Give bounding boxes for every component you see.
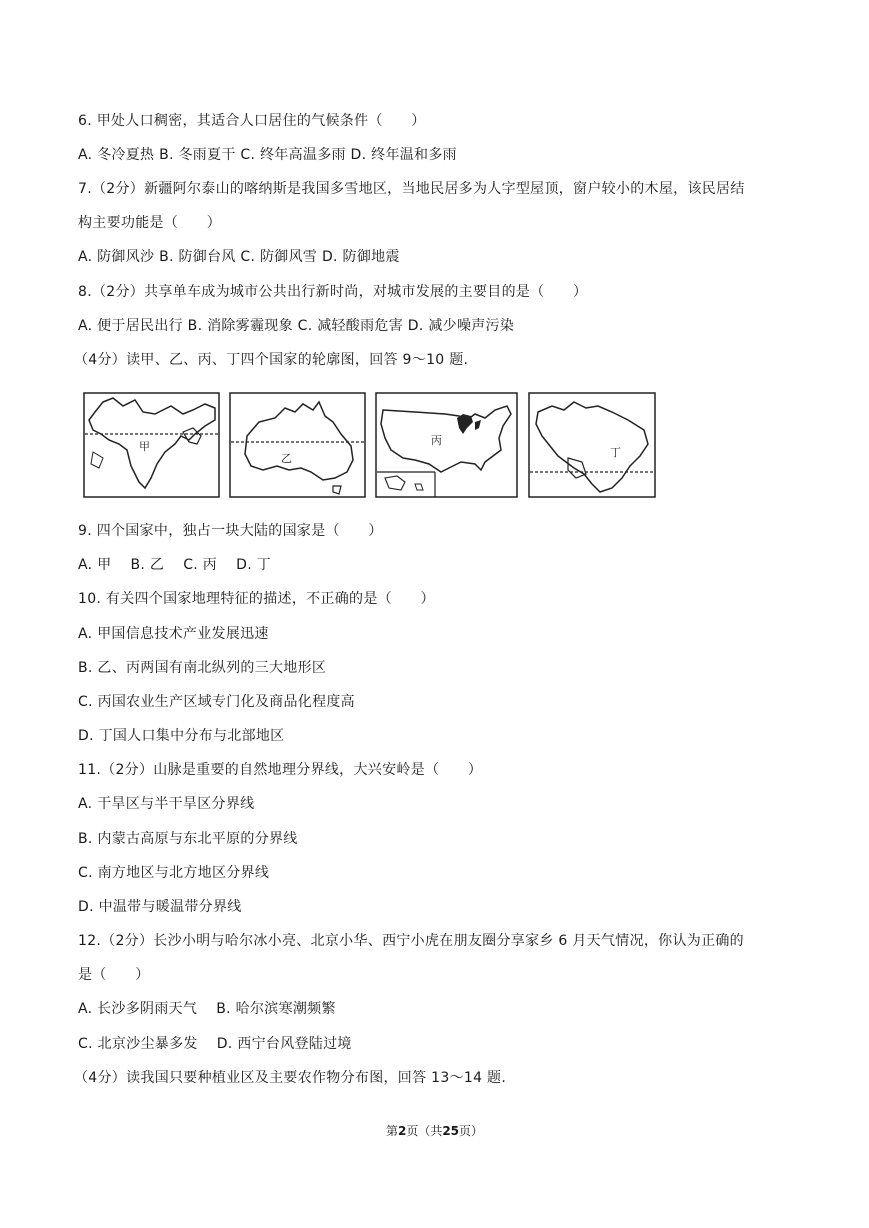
question-12-stem-line1: 12.（2分）长沙小明与哈尔冰小亮、北京小华、西宁小虎在朋友圈分享家乡 6 月天气情况，你认为正确的 [78, 933, 744, 949]
question-11-option-b: B. 内蒙古高原与东北平原的分界线 [78, 831, 298, 847]
question-8-options: A. 便于居民出行 B. 消除雾霾现象 C. 减轻酸雨危害 D. 减少噪声污染 [78, 318, 515, 334]
group-13-14-intro: （4分）读我国只要种植业区及主要农作物分布图，回答 13～14 题. [74, 1070, 507, 1086]
map-yi-label: 乙 [281, 452, 292, 465]
map-yi-figure [229, 392, 366, 498]
question-7-stem-line2: 构主要功能是（ ） [78, 215, 221, 231]
question-6-stem: 6. 甲处人口稠密，其适合人口居住的气候条件（ ） [78, 113, 426, 129]
question-7-stem-line1: 7.（2分）新疆阿尔泰山的喀纳斯是我国多雪地区，当地民居多为人字型屋顶，窗户较小的木屋，该民居结 [78, 181, 745, 197]
map-bing-label: 丙 [431, 434, 442, 447]
question-6-options: A. 冬冷夏热 B. 冬雨夏干 C. 终年高温多雨 D. 终年温和多雨 [78, 147, 457, 163]
map-yi [229, 392, 366, 498]
question-11-option-c: C. 南方地区与北方地区分界线 [78, 865, 270, 881]
footer-suffix: 页） [459, 1124, 484, 1138]
question-9-options: A. 甲 B. 乙 C. 丙 D. 丁 [78, 557, 272, 573]
map-jia-figure [83, 392, 220, 498]
map-bing [375, 392, 518, 498]
question-11-option-a: A. 干旱区与半干旱区分界线 [78, 796, 255, 812]
map-ding-figure [528, 392, 656, 498]
question-12-options-ab: A. 长沙多阴雨天气 B. 哈尔滨寒潮频繁 [78, 1001, 336, 1017]
group-9-10-intro: （4分）读甲、乙、丙、丁四个国家的轮廓图，回答 9～10 题. [74, 352, 469, 368]
question-12-options-cd: C. 北京沙尘暴多发 D. 西宁台风登陆过境 [78, 1036, 352, 1052]
footer-prefix: 第 [385, 1124, 398, 1138]
question-7-options: A. 防御风沙 B. 防御台风 C. 防御风雪 D. 防御地震 [78, 249, 400, 265]
map-ding [528, 392, 656, 498]
question-10-option-d: D. 丁国人口集中分布与北部地区 [78, 728, 285, 744]
question-10-option-c: C. 丙国农业生产区域专门化及商品化程度高 [78, 694, 355, 710]
question-11-option-d: D. 中温带与暖温带分界线 [78, 899, 242, 915]
question-11-stem: 11.（2分）山脉是重要的自然地理分界线，大兴安岭是（ ） [78, 762, 483, 778]
question-10-option-b: B. 乙、丙两国有南北纵列的三大地形区 [78, 660, 327, 676]
page-footer [0, 1122, 869, 1140]
country-outline-maps [83, 392, 658, 502]
question-9-stem: 9. 四个国家中，独占一块大陆的国家是（ ） [78, 523, 383, 539]
question-12-stem-line2: 是（ ） [78, 967, 150, 983]
footer-middle: 页（共 [406, 1124, 443, 1138]
question-10-stem: 10. 有关四个国家地理特征的描述，不正确的是（ ） [78, 591, 435, 607]
question-10-option-a: A. 甲国信息技术产业发展迅速 [78, 626, 269, 642]
map-jia-label: 甲 [139, 440, 150, 453]
question-8-stem: 8.（2分）共享单车成为城市公共出行新时尚，对城市发展的主要目的是（ ） [78, 284, 588, 300]
footer-page-number: 2 [397, 1124, 407, 1138]
map-bing-figure [375, 392, 518, 498]
footer-total-pages: 25 [442, 1124, 460, 1138]
map-jia [83, 392, 220, 498]
map-ding-label: 丁 [610, 446, 621, 459]
